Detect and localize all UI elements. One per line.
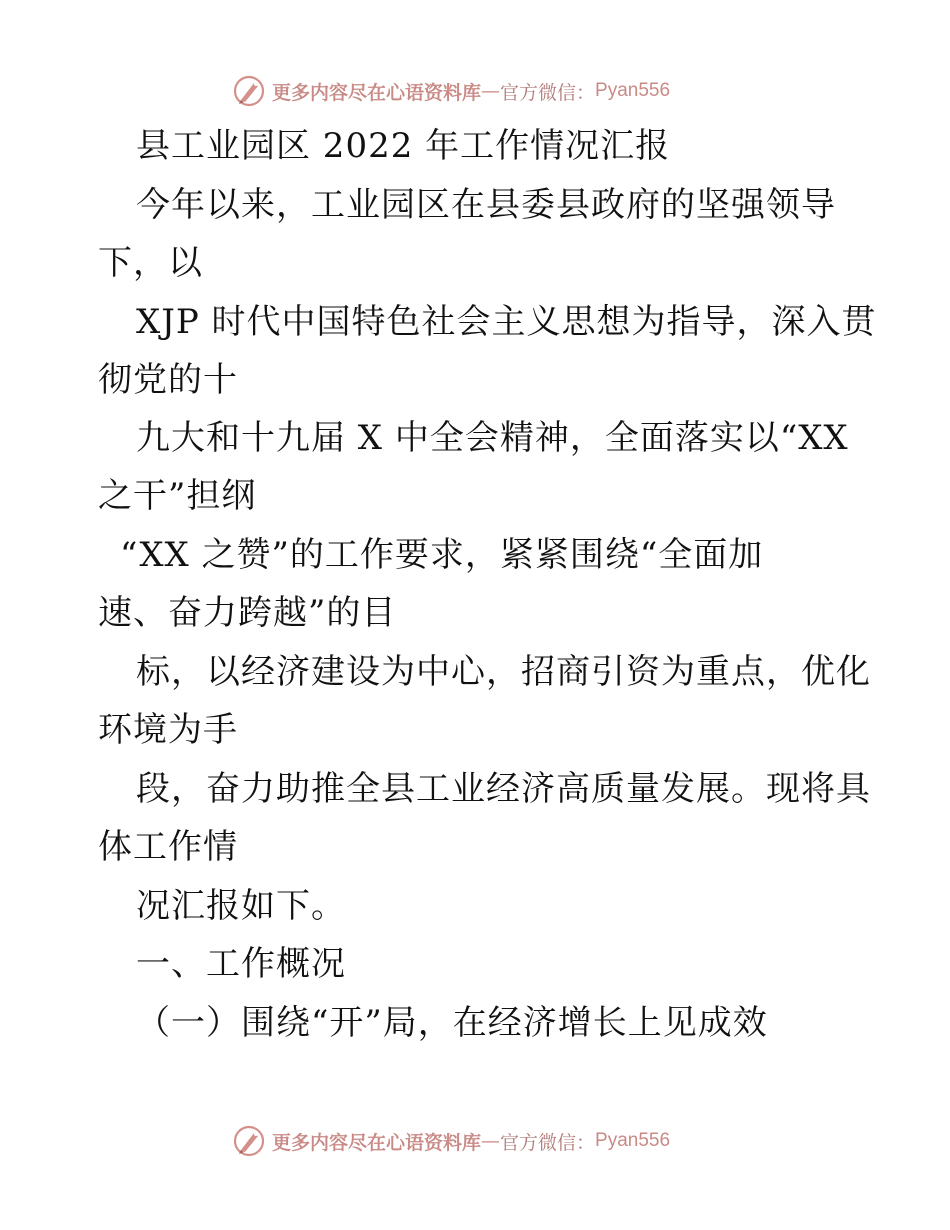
paragraph-line: 速、奋力跨越”的目 (98, 593, 397, 633)
watermark-wechat-label: 官方微信： (500, 1131, 596, 1154)
watermark-footer (232, 1123, 670, 1159)
watermark-separator: — (481, 1130, 501, 1152)
watermark-header (232, 73, 670, 109)
pen-logo-icon (232, 74, 266, 108)
watermark-wechat-label: 官方微信： (500, 81, 596, 104)
document-title: 县工业园区 2022 年工作情况汇报 (136, 126, 671, 166)
section-heading: 一、工作概况 (136, 944, 346, 984)
pen-logo-icon (232, 1124, 266, 1158)
watermark-wechat-id: Pyan556 (595, 80, 671, 101)
paragraph-line: 环境为手 (98, 710, 238, 750)
paragraph-line: 今年以来，工业园区在县委县政府的坚强领导 (136, 185, 836, 225)
paragraph-line: 标，以经济建设为中心，招商引资为重点，优化 (136, 652, 871, 692)
paragraph-line: 下，以 (98, 243, 203, 283)
paragraph-line: 彻党的十 (98, 360, 238, 400)
watermark-title: 更多内容尽在心语资料库 (272, 81, 482, 104)
watermark-wechat-id: Pyan556 (595, 1130, 671, 1151)
paragraph-line: 九大和十九届 X 中全会精神，全面落实以“XX (136, 418, 849, 458)
paragraph-line: 段，奋力助推全县工业经济高质量发展。现将具 (136, 769, 871, 809)
subsection-heading: （一）围绕“开”局，在经济增长上见成效 (136, 1003, 768, 1043)
paragraph-line: 体工作情 (98, 827, 238, 867)
paragraph-line: XJP 时代中国特色社会主义思想为指导，深入贯 (136, 302, 877, 342)
watermark-separator: — (481, 80, 501, 102)
paragraph-line: “XX 之赞”的工作要求，紧紧围绕“全面加 (120, 535, 764, 575)
paragraph-line: 之干”担纲 (98, 476, 257, 516)
watermark-title: 更多内容尽在心语资料库 (272, 1131, 482, 1154)
paragraph-line: 况汇报如下。 (136, 886, 346, 926)
